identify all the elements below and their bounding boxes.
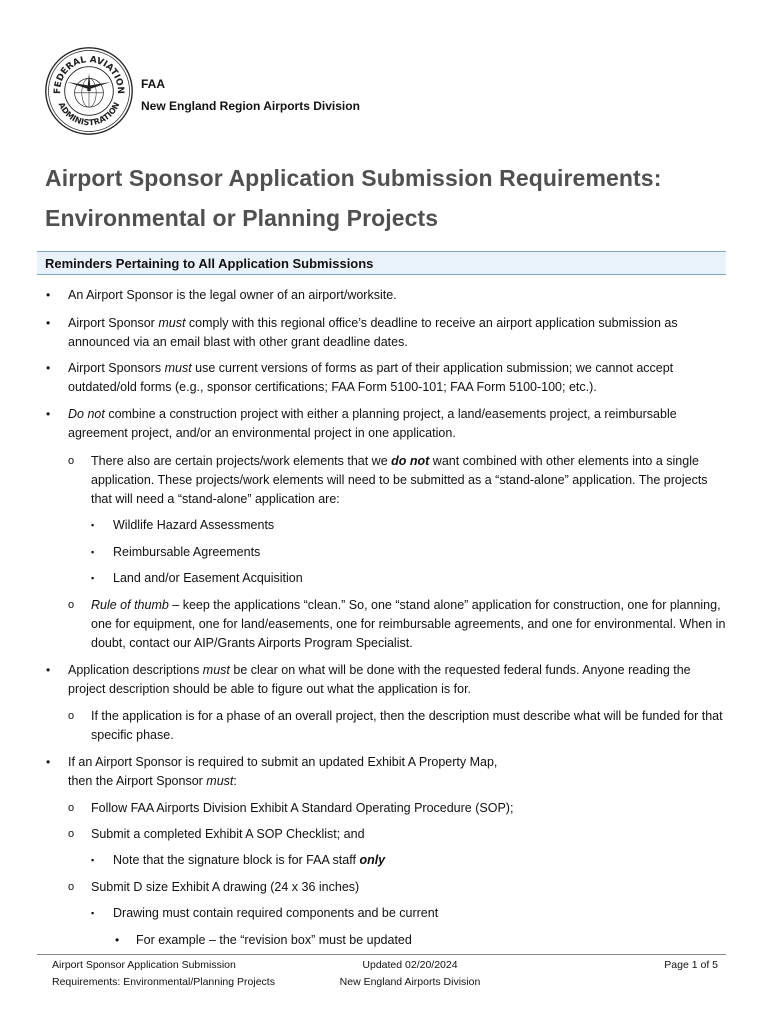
sub-list-item: Submit a completed Exhibit A SOP Checklist; and bbox=[91, 827, 365, 841]
square-marker: ▪ bbox=[91, 908, 95, 918]
stand-alone-item: Land and/or Easement Acquisition bbox=[113, 571, 303, 585]
list-item: Do not combine a construction project with either a planning project, a land/easements project, a reimbursable agreement project, and/or an environmental project in one application. bbox=[68, 407, 677, 440]
sub-bullet-marker: o bbox=[68, 828, 75, 840]
list-item: If an Airport Sponsor is required to submit an updated Exhibit A Property Map, then the Airport Sponsor must: bbox=[68, 755, 498, 788]
sub-sub-list-item: Note that the signature block is for FAA staff only bbox=[113, 853, 386, 867]
square-marker: ▪ bbox=[91, 547, 95, 557]
page-title: Airport Sponsor Application Submission Requirements: Environmental or Planning Projects bbox=[45, 165, 662, 231]
sub-list-item: Follow FAA Airports Division Exhibit A Standard Operating Procedure (SOP); bbox=[91, 801, 514, 815]
bullet-marker: • bbox=[46, 361, 51, 375]
sub-list-item: There also are certain projects/work elements that we do not want combined with other elements into a single application. These projects/work elements will need to be submitted as a “stand-alone” application. The projects that will need a “stand-alone” application are: bbox=[91, 454, 708, 506]
stand-alone-item: Wildlife Hazard Assessments bbox=[113, 518, 275, 532]
sub-bullet-marker: o bbox=[68, 710, 75, 722]
footer-document-title: Airport Sponsor Application Submission Requirements: Environmental/Planning Projects bbox=[52, 959, 275, 988]
list-item: Application descriptions must be clear on what will be done with the requested federal funds. Anyone reading the project description should be able to figure out what the application is for. bbox=[68, 663, 691, 696]
stand-alone-item: Reimbursable Agreements bbox=[113, 545, 261, 559]
svg-text:FEDERAL AVIATION: FEDERAL AVIATION bbox=[53, 55, 125, 95]
sub-list-item: Rule of thumb – keep the applications “clean.” So, one “stand alone” application for construction, one for planning, one for equipment, one for land/easements, one for reimbursable agreements, and one for environmental. When in doubt, contact our AIP/Grants Airports Program Specialist. bbox=[91, 598, 726, 650]
section-heading: Reminders Pertaining to All Application Submissions bbox=[37, 251, 726, 275]
sub-bullet-marker: o bbox=[68, 455, 75, 467]
bullet-marker: • bbox=[115, 933, 120, 947]
org-name: FAA bbox=[141, 77, 165, 91]
page-number: Page 1 of 5 bbox=[664, 959, 718, 971]
list-item: An Airport Sponsor is the legal owner of an airport/worksite. bbox=[68, 288, 397, 302]
bullet-marker: • bbox=[46, 316, 51, 330]
square-marker: ▪ bbox=[91, 573, 95, 583]
org-division: New England Region Airports Division bbox=[141, 99, 360, 113]
footer-divider bbox=[37, 954, 726, 955]
bullet-marker: • bbox=[46, 407, 51, 421]
bullet-marker: • bbox=[46, 663, 51, 677]
sub-list-item: If the application is for a phase of an overall project, then the description must describe what will be funded for that specific phase. bbox=[91, 709, 723, 742]
faa-seal-logo bbox=[44, 46, 134, 136]
list-item: Airport Sponsors must use current versions of forms as part of their application submission; we cannot accept outdated/old forms (e.g., sponsor certifications; FAA Form 5100-101; FAA Form 5100-100; etc.). bbox=[68, 361, 674, 394]
square-marker: ▪ bbox=[91, 520, 95, 530]
square-marker: ▪ bbox=[91, 855, 95, 865]
sub-sub-list-item: Drawing must contain required components and be current bbox=[113, 906, 439, 920]
footer-updated: Updated 02/20/2024 New England Airports Division bbox=[339, 959, 481, 988]
sub-bullet-marker: o bbox=[68, 802, 75, 814]
organization-block bbox=[141, 73, 360, 117]
list-item: Airport Sponsor must comply with this regional office’s deadline to receive an airport application submission as announced via an email blast with other grant deadline dates. bbox=[68, 316, 678, 349]
sub-sub-sub-list-item: For example – the “revision box” must be updated bbox=[136, 933, 412, 947]
bullet-marker: • bbox=[46, 755, 51, 769]
sub-list-item: Submit D size Exhibit A drawing (24 x 36 inches) bbox=[91, 880, 360, 894]
sub-bullet-marker: o bbox=[68, 881, 75, 893]
bullet-marker: • bbox=[46, 288, 51, 302]
sub-bullet-marker: o bbox=[68, 599, 75, 611]
svg-text:ADMINISTRATION: ADMINISTRATION bbox=[56, 100, 122, 128]
